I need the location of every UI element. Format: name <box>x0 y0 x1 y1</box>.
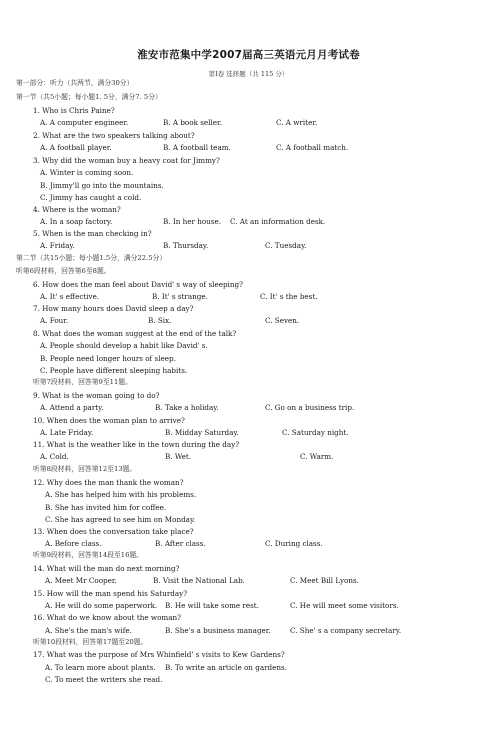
question-5-option-a: A. Friday. <box>40 241 75 250</box>
question-9-option-b: B. Take a holiday. <box>155 403 219 412</box>
question-4-option-a: A. In a soap factory. <box>40 217 113 226</box>
question-16: 16. What do we know about the woman? <box>33 613 181 622</box>
question-12-option-c: C. She has agreed to see him on Monday. <box>45 515 196 524</box>
question-6: 6. How does the man feel about David' s way of sleeping? <box>33 280 243 289</box>
question-16-option-c: C. She' s a company secretary. <box>290 626 402 635</box>
question-2: 2. What are the two speakers talking about? <box>33 131 195 140</box>
question-9-option-c: C. Go on a business trip. <box>265 403 355 412</box>
question-4-option-b: B. In her house. <box>163 217 222 226</box>
question-4-option-c: C. At an information desk. <box>230 217 326 226</box>
question-15: 15. How will the man spend his Saturday? <box>33 589 188 598</box>
question-15-option-a: A. He will do some paperwork. <box>45 601 158 610</box>
question-7-option-a: A. Four. <box>40 316 69 325</box>
question-3: 3. Why did the woman buy a heavy coat for Jimmy? <box>33 156 220 165</box>
question-4: 4. Where is the woman? <box>33 205 121 214</box>
material-instruction: 听第9段材料，回答第14段至16题。 <box>33 551 143 559</box>
question-7-option-c: C. Seven. <box>265 316 300 325</box>
question-11-option-c: C. Warm. <box>300 452 334 461</box>
question-2-option-b: B. A football team. <box>163 143 231 152</box>
question-2-option-a: A. A football player. <box>40 143 112 152</box>
question-10-option-b: B. Midday Saturday. <box>165 428 239 437</box>
question-16-option-a: A. She's the man's wife. <box>45 626 132 635</box>
question-11-option-a: A. Cold. <box>40 452 69 461</box>
question-3-option-c: C. Jimmy has caught a cold. <box>40 193 142 202</box>
question-9-option-a: A. Attend a party. <box>40 403 104 412</box>
question-7: 7. How many hours does David sleep a day? <box>33 304 194 313</box>
question-3-option-b: B. Jimmy'll go into the mountains. <box>40 181 164 190</box>
question-8: 8. What does the woman suggest at the end of the talk? <box>33 329 237 338</box>
part-heading: 第一部分：听力（共两节，满分30分） <box>16 79 134 87</box>
question-15-option-c: C. He will meet some visitors. <box>290 601 399 610</box>
question-8-option-a: A. People should develop a habit like David' s. <box>40 341 208 350</box>
question-16-option-b: B. She's a business manager. <box>165 626 271 635</box>
question-13: 13. When does the conversation take place? <box>33 527 194 536</box>
question-7-option-b: B. Six. <box>148 316 172 325</box>
question-17-option-a: A. To learn more about plants. <box>45 663 156 672</box>
question-1: 1. Who is Chris Paine? <box>33 106 115 115</box>
question-1-option-c: C. A writer. <box>276 118 318 127</box>
question-17-option-b: B. To write an article on gardens. <box>165 663 288 672</box>
question-5-option-b: B. Thursday. <box>163 241 209 250</box>
question-1-option-a: A. A computer engineer. <box>40 118 129 127</box>
question-12-option-b: B. She has invited him for coffee. <box>45 503 167 512</box>
material-instruction: 听第10段材料，回答第17题至20题。 <box>33 638 148 646</box>
question-9: 9. What is the woman going to do? <box>33 391 160 400</box>
section-heading: 第二节（共15小题；每小题1.5分，满分22.5分） <box>16 254 167 262</box>
question-10-option-c: C. Saturday night. <box>282 428 349 437</box>
question-14: 14. What will the man do next morning? <box>33 564 180 573</box>
paper-subtitle: 第Ⅰ卷 选择题（共 115 分） <box>208 70 289 78</box>
question-6-option-a: A. It' s effective. <box>40 292 100 301</box>
question-11: 11. What is the weather like in the town during the day? <box>33 440 240 449</box>
question-10-option-a: A. Late Friday. <box>40 428 94 437</box>
question-8-option-c: C. People have different sleeping habits. <box>40 366 188 375</box>
question-10: 10. When does the woman plan to arrive? <box>33 416 185 425</box>
question-14-option-c: C. Meet Bill Lyons. <box>290 576 359 585</box>
question-12: 12. Why does the man thank the woman? <box>33 478 184 487</box>
question-14-option-a: A. Meet Mr Cooper. <box>45 576 117 585</box>
question-14-option-b: B. Visit the National Lab. <box>153 576 245 585</box>
material-instruction: 听第7段材料，回答第9至11题。 <box>33 378 132 386</box>
question-8-option-b: B. People need longer hours of sleep. <box>40 354 176 363</box>
question-13-option-a: A. Before class. <box>45 539 102 548</box>
question-6-option-c: C. It' s the best. <box>260 292 318 301</box>
question-11-option-b: B. Wet. <box>165 452 192 461</box>
question-15-option-b: B. He will take some rest. <box>165 601 259 610</box>
material-instruction: 听第6段材料，回答第6至8题。 <box>16 267 111 275</box>
question-1-option-b: B. A book seller. <box>163 118 222 127</box>
question-5: 5. When is the man checking in? <box>33 229 152 238</box>
question-2-option-c: C. A football match. <box>276 143 349 152</box>
question-17: 17. What was the purpose of Mrs Whinfield' s visits to Kew Gardens? <box>33 650 285 659</box>
question-13-option-c: C. During class. <box>265 539 323 548</box>
question-12-option-a: A. She has helped him with his problems. <box>45 490 197 499</box>
question-6-option-b: B. It' s strange. <box>152 292 208 301</box>
section-heading: 第一节（共5小题；每小题1. 5分，满分7. 5分） <box>16 93 162 101</box>
question-5-option-c: C. Tuesday. <box>265 241 307 250</box>
exam-title: 淮安市范集中学2007届高三英语元月月考试卷 <box>137 49 360 61</box>
material-instruction: 听第8段材料，回答第12至13题。 <box>33 465 137 473</box>
question-3-option-a: A. Winter is coming soon. <box>40 168 134 177</box>
question-13-option-b: B. After class. <box>155 539 206 548</box>
question-17-option-c: C. To meet the writers she read. <box>45 675 163 684</box>
